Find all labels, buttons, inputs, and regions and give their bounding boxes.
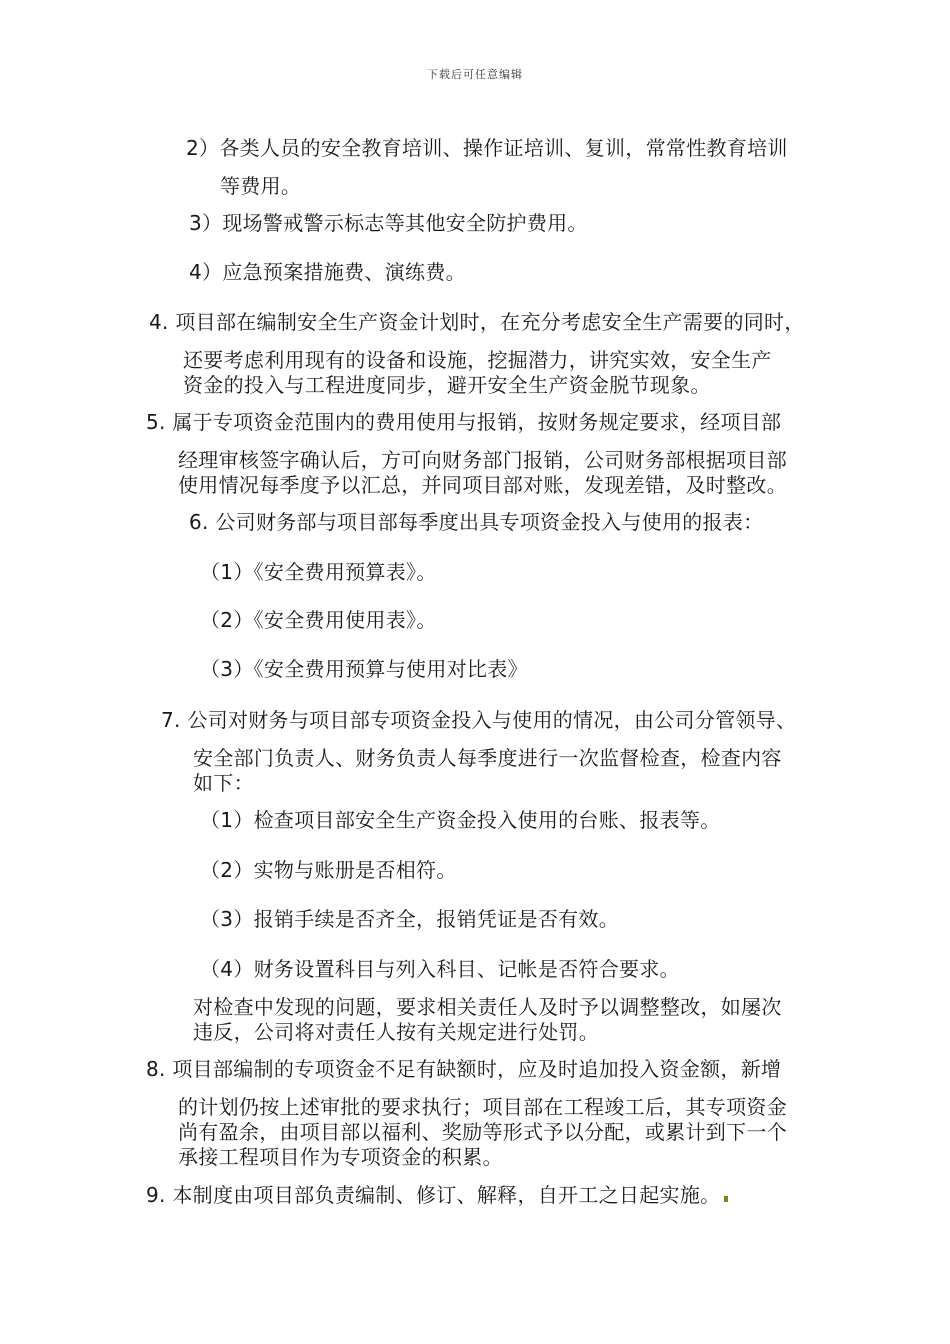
text-line: （2）实物与账册是否相符。	[200, 858, 457, 882]
text-line: 5. 属于专项资金范围内的费用使用与报销，按财务规定要求，经项目部	[146, 410, 782, 434]
text-line: （1）检查项目部安全生产资金投入使用的台账、报表等。	[200, 808, 721, 832]
text-line: 安全部门负责人、财务负责人每季度进行一次监督检查，检查内容	[193, 746, 782, 770]
text-line: 6. 公司财务部与项目部每季度出具专项资金投入与使用的报表：	[189, 510, 764, 534]
end-marker-icon	[724, 1196, 728, 1202]
text-line: （4）财务设置科目与列入科目、记帐是否符合要求。	[200, 957, 680, 981]
text-line: 2）各类人员的安全教育培训、操作证培训、复训，常常性教育培训	[186, 136, 788, 160]
text-line: 4. 项目部在编制安全生产资金计划时，在充分考虑安全生产需要的同时，	[149, 310, 805, 334]
text-line: 尚有盈余，由项目部以福利、奖励等形式予以分配，或累计到下一个	[178, 1120, 787, 1144]
text-line: 违反，公司将对责任人按有关规定进行处罚。	[193, 1020, 599, 1044]
text-line: 对检查中发现的问题，要求相关责任人及时予以调整整改，如屡次	[193, 995, 782, 1019]
text-line: 资金的投入与工程进度同步，避开安全生产资金脱节现象。	[183, 373, 711, 397]
text-line: 如下：	[193, 771, 254, 795]
text-line: 经理审核签字确认后，方可向财务部门报销，公司财务部根据项目部	[178, 448, 787, 472]
text-line: 还要考虑利用现有的设备和设施，挖掘潜力，讲究实效，安全生产	[183, 348, 772, 372]
text-line: 使用情况每季度予以汇总，并同项目部对账，发现差错，及时整改。	[178, 473, 787, 497]
text-line: （3）报销手续是否齐全，报销凭证是否有效。	[200, 907, 620, 931]
text-line	[146, 1183, 728, 1207]
text-line: 承接工程项目作为专项资金的积累。	[178, 1145, 503, 1169]
text-line: 3）现场警戒警示标志等其他安全防护费用。	[189, 211, 588, 235]
text-line: 8. 项目部编制的专项资金不足有缺额时，应及时追加投入资金额，新增	[146, 1057, 782, 1081]
text-line: （3）《安全费用预算与使用对比表》	[200, 657, 528, 681]
text-line: 的计划仍按上述审批的要求执行；项目部在工程竣工后，其专项资金	[178, 1095, 787, 1119]
text-line: 4）应急预案措施费、演练费。	[189, 260, 466, 284]
page-header: 下载后可任意编辑	[427, 68, 523, 81]
text-line: 等费用。	[220, 174, 302, 198]
text-line: （2）《安全费用使用表》。	[200, 608, 437, 632]
text-line-content: 9. 本制度由项目部负责编制、修订、解释，自开工之日起实施。	[146, 1183, 721, 1207]
text-line: （1）《安全费用预算表》。	[200, 560, 437, 584]
text-line: 7. 公司对财务与项目部专项资金投入与使用的情况，由公司分管领导、	[161, 708, 797, 732]
